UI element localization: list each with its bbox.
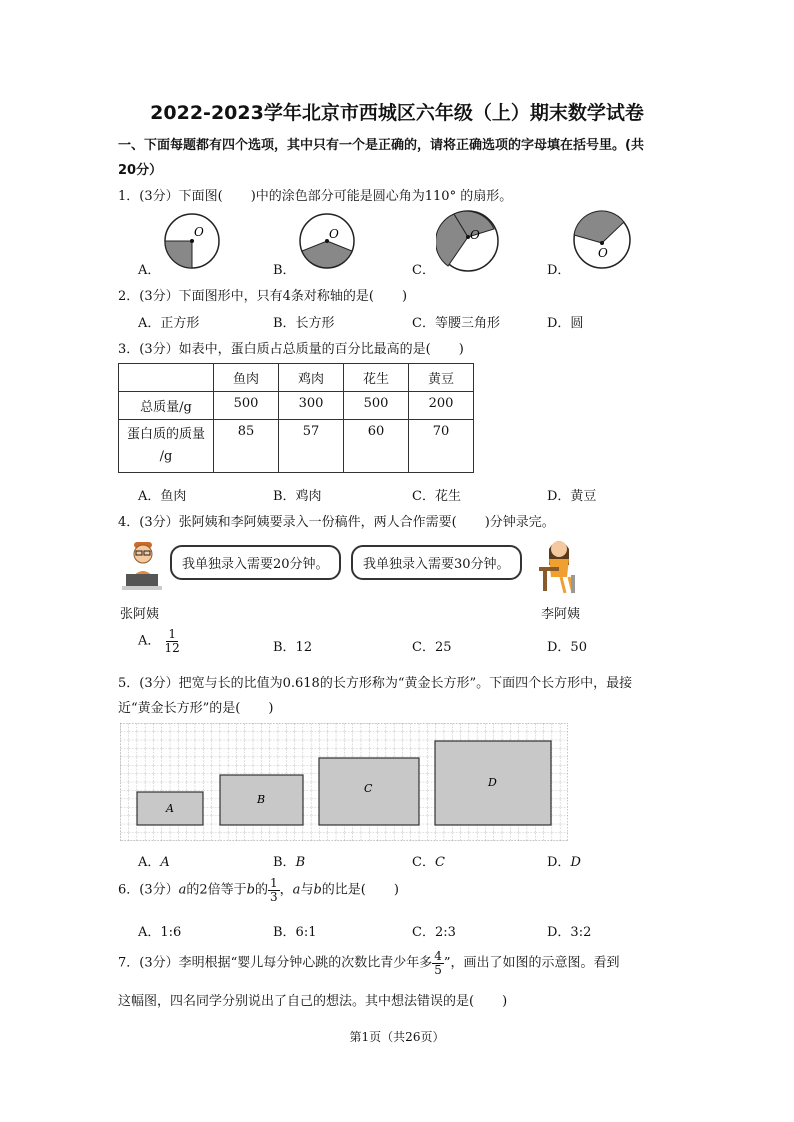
q3-option-c[interactable]: C．花生 <box>412 489 461 504</box>
q1-circle-c <box>436 209 500 273</box>
rect-label-a: A <box>166 802 174 815</box>
q5-stem: 近“黄金长方形”的是( <box>118 701 241 716</box>
q6-text: 的2倍等于 <box>186 882 247 898</box>
q4-stem: 4．(3分）张阿姨和李阿姨要录入一份稿件，两人合作需要( <box>118 515 457 530</box>
question-7-line2 <box>118 990 507 1009</box>
section-heading-cont: 20分） <box>118 163 163 178</box>
q6-option-a[interactable]: A．1:6 <box>138 925 182 940</box>
q3-stem-end: ) <box>458 342 464 357</box>
page-title: 2022-2023学年北京市西城区六年级（上）期末数学试卷 <box>150 102 644 124</box>
fraction <box>268 877 280 903</box>
center-label: O <box>194 225 204 239</box>
q3-option-b[interactable]: B．鸡肉 <box>273 489 322 504</box>
table-cell: 200 <box>409 392 474 420</box>
frac-num: 4 <box>434 949 442 963</box>
person-li-icon <box>535 535 585 595</box>
table-header-cell: 鱼肉 <box>214 364 279 392</box>
q1-circle-b <box>298 212 356 270</box>
q5-option-c[interactable] <box>412 851 445 870</box>
table-row-label: 总质量/g <box>119 392 214 420</box>
table-cell: 57 <box>279 420 344 473</box>
frac-den: 12 <box>164 640 180 655</box>
q4-option-b[interactable]: B．12 <box>273 640 313 655</box>
option-prefix: A． <box>138 855 161 870</box>
q2-option-c[interactable]: C．等腰三角形 <box>412 316 500 331</box>
row-label-line: /g <box>159 449 173 464</box>
var-b: b <box>246 882 255 898</box>
q7-stem: 7．(3分）李明根据“婴儿每分钟心跳的次数比青少年多 <box>118 955 433 971</box>
var-a: a <box>178 882 187 898</box>
center-label: O <box>470 228 480 242</box>
rect-label-b: B <box>257 793 266 806</box>
table-cell: 70 <box>409 420 474 473</box>
q7-stem-end: ) <box>502 994 508 1009</box>
q1-circle-d <box>572 210 632 270</box>
name-zhang: 张阿姨 <box>120 607 160 622</box>
table-header-cell: 花生 <box>344 364 409 392</box>
q5-option-d[interactable] <box>547 851 581 870</box>
frac-num: 1 <box>168 627 176 641</box>
question-3 <box>118 338 464 357</box>
q1-option-c[interactable]: C． <box>412 263 435 278</box>
option-value: C <box>434 855 445 870</box>
q5-stem-end: ) <box>268 701 274 716</box>
q1-option-b[interactable]: B． <box>273 263 296 278</box>
q5-option-a[interactable] <box>138 851 170 870</box>
option-value: B <box>295 855 306 870</box>
table-cell: 500 <box>344 392 409 420</box>
question-7-line1 <box>118 950 620 976</box>
question-6 <box>118 877 399 903</box>
table-header-cell <box>119 364 214 392</box>
q2-option-b[interactable]: B．长方形 <box>273 316 335 331</box>
q4-stem-end: )分钟录完。 <box>484 515 555 530</box>
option-value: A <box>160 855 170 870</box>
q6-option-c[interactable]: C．2:3 <box>412 925 456 940</box>
protein-table <box>118 363 474 473</box>
q1-stem-end: )中的涂色部分可能是圆心角为110° 的扇形。 <box>250 189 513 204</box>
q4-option-c[interactable]: C．25 <box>412 640 452 655</box>
rect-label-d: D <box>488 776 497 789</box>
golden-rectangle-grid <box>120 723 568 841</box>
q3-option-d[interactable]: D．黄豆 <box>547 489 597 504</box>
q6-stem: 6．(3分） <box>118 882 179 898</box>
var-b: b <box>313 882 322 898</box>
question-1 <box>118 185 512 204</box>
option-prefix: C． <box>412 855 435 870</box>
option-prefix: A． <box>138 633 161 649</box>
table-row-label <box>119 420 214 473</box>
rect-label-c: C <box>364 782 373 795</box>
table-header-cell: 黄豆 <box>409 364 474 392</box>
q6-option-b[interactable]: B．6:1 <box>273 925 317 940</box>
question-5-line1: 5．(3分）把宽与长的比值为0.618的长方形称为“黄金长方形”。下面四个长方形中，最接 <box>118 676 633 691</box>
table-header-cell: 鸡肉 <box>279 364 344 392</box>
q2-stem-end: ) <box>401 289 408 304</box>
frac-num: 1 <box>270 876 278 890</box>
table-cell: 60 <box>344 420 409 473</box>
q6-text: ， <box>279 882 293 898</box>
question-5-line2 <box>118 697 273 716</box>
q1-option-a[interactable]: A． <box>138 263 161 278</box>
question-2 <box>118 285 407 304</box>
center-label: O <box>598 246 608 260</box>
q2-stem: 2．(3分）下面图形中，只有4条对称轴的是( <box>118 289 374 304</box>
name-li: 李阿姨 <box>541 607 581 622</box>
var-a: a <box>292 882 301 898</box>
option-prefix: D． <box>547 855 571 870</box>
q6-stem-end: ) <box>393 882 399 898</box>
q2-option-d[interactable]: D．圆 <box>547 316 584 331</box>
table-cell: 85 <box>214 420 279 473</box>
table-cell: 500 <box>214 392 279 420</box>
speech-bubble-right: 我单独录入需要30分钟。 <box>351 545 522 580</box>
q6-option-d[interactable]: D．3:2 <box>547 925 592 940</box>
frac-den: 5 <box>434 962 442 977</box>
page-footer: 第1页（共26页） <box>349 1030 445 1044</box>
q5-option-b[interactable] <box>273 851 305 870</box>
q3-option-a[interactable]: A．鱼肉 <box>138 489 187 504</box>
q6-text: 的比是( <box>321 882 366 898</box>
q6-text: 与 <box>300 882 314 898</box>
section-heading: 一、下面每题都有四个选项，其中只有一个是正确的，请将正确选项的字母填在括号里。(共 <box>118 138 644 153</box>
speech-bubble-left: 我单独录入需要20分钟。 <box>170 545 341 580</box>
fraction <box>165 628 180 654</box>
q4-option-d[interactable]: D．50 <box>547 640 587 655</box>
frac-den: 3 <box>270 889 278 904</box>
option-value: D <box>570 855 581 870</box>
q1-stem: 1．(3分）下面图( <box>118 189 223 204</box>
row-label-line: 蛋白质的质量 <box>126 427 205 442</box>
q1-circle-a <box>163 212 221 270</box>
q7-stem: 这幅图，四名同学分别说出了自己的想法。其中想法错误的是( <box>118 994 475 1009</box>
fraction <box>432 950 444 976</box>
q7-text: ”，画出了如图的示意图。看到 <box>443 955 620 971</box>
q2-option-a[interactable]: A．正方形 <box>138 316 200 331</box>
table-cell: 300 <box>279 392 344 420</box>
person-zhang-icon <box>120 540 164 592</box>
option-prefix: B． <box>273 855 296 870</box>
q3-stem: 3．(3分）如表中，蛋白质占总质量的百分比最高的是( <box>118 342 431 357</box>
q6-text: 的 <box>255 882 269 898</box>
center-label: O <box>329 227 339 241</box>
q4-option-a[interactable] <box>138 628 180 654</box>
q1-option-d[interactable]: D． <box>547 263 571 278</box>
question-4 <box>118 511 555 530</box>
